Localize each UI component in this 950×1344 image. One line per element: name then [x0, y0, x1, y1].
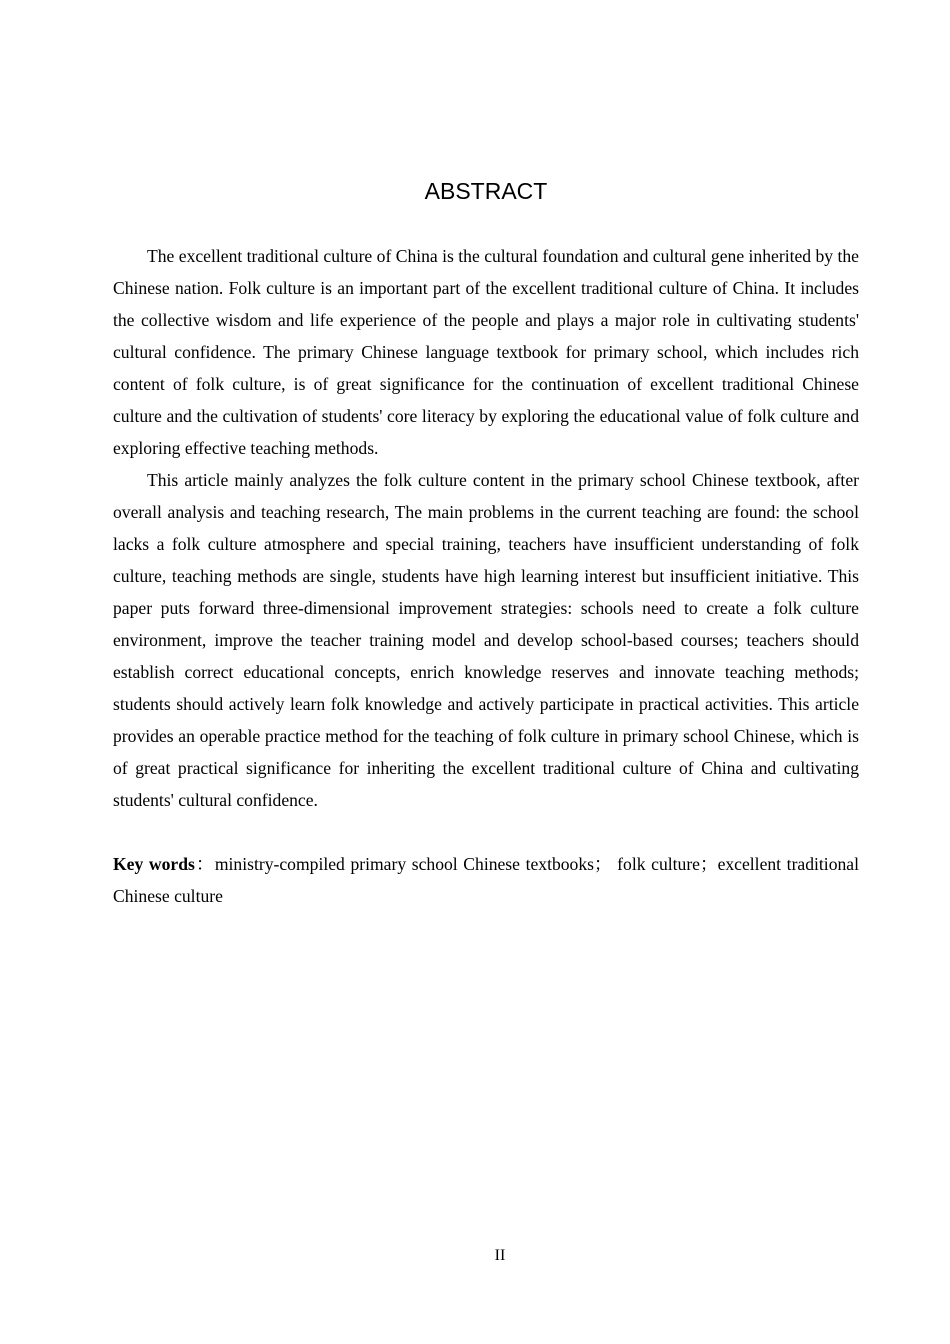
- abstract-body: [113, 240, 859, 912]
- keywords-line: [113, 848, 859, 912]
- keywords-text: ministry-compiled primary school Chinese textbooks； folk culture；excellent traditional Chinese culture: [113, 854, 859, 906]
- abstract-title: ABSTRACT: [424, 178, 548, 204]
- abstract-paragraph-1: The excellent traditional culture of China is the cultural foundation and cultural gene inherited by the Chinese nation. Folk culture is an important part of the excellent traditional culture of China. It includes the collective wisdom and life experience of the people and plays a major role in cultivating students' cultural confidence. The primary Chinese language textbook for primary school, which includes rich content of folk culture, is of great significance for the continuation of excellent traditional Chinese culture and the cultivation of students' core literacy by exploring the educational value of folk culture and exploring effective teaching methods.: [113, 246, 859, 458]
- page-number: II: [494, 1247, 506, 1264]
- keywords-separator: ：: [194, 854, 215, 874]
- keywords-label: Key words: [113, 854, 195, 874]
- abstract-paragraph-2: This article mainly analyzes the folk culture content in the primary school Chinese textbook, after overall analysis and teaching research, The main problems in the current teaching are found: the school lacks a folk culture atmosphere and special training, teachers have insufficient understanding of folk culture, teaching methods are single, students have high learning interest but insufficient initiative. This paper puts forward three-dimensional improvement strategies: schools need to create a folk culture environment, improve the teacher training model and develop school-based courses; teachers should establish correct educational concepts, enrich knowledge reserves and innovate teaching methods; students should actively learn folk knowledge and actively participate in practical activities. This article provides an operable practice method for the teaching of folk culture in primary school Chinese, which is of great practical significance for inheriting the excellent traditional culture of China and cultivating students' cultural confidence.: [113, 470, 859, 810]
